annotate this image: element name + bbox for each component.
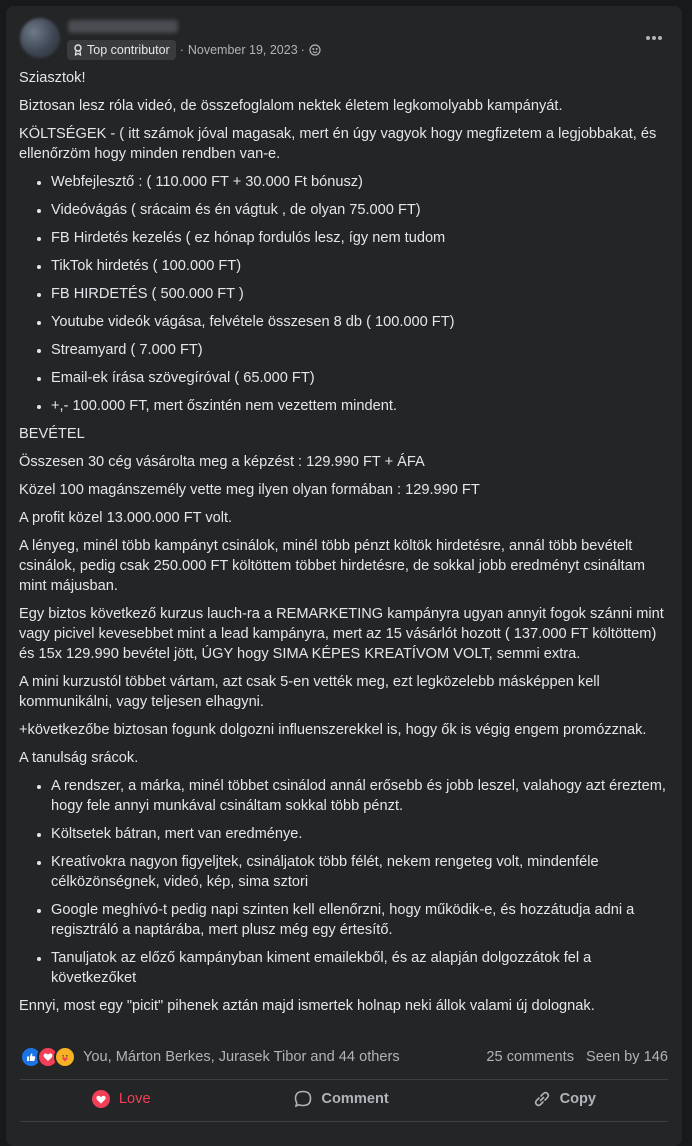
copy-button[interactable] [533, 1090, 596, 1108]
more-dots-icon [645, 35, 663, 41]
audience-icon[interactable] [309, 44, 321, 56]
list-item: • Email-ek írása szövegíróval ( 65.000 FT) [51, 368, 671, 388]
reaction-names[interactable]: You, Márton Berkes, Jurasek Tibor and 44 others [83, 1049, 400, 1065]
post-paragraph: BEVÉTEL [19, 426, 85, 442]
list-item: • Youtube videók vágása, felvétele összesen 8 db ( 100.000 FT) [51, 312, 671, 332]
post-paragraph: +következőbe biztosan fogunk dolgozni influenszerekkel is, hogy ők is végig engem promózznak. [19, 722, 647, 738]
reactions-summary[interactable] [20, 1046, 400, 1068]
list-item: • Webfejlesztő : ( 110.000 FT + 30.000 Ft bónusz) [51, 172, 671, 192]
stats-counts [486, 1049, 668, 1065]
post-meta [67, 40, 321, 60]
post-paragraph: Egy biztos következő kurzus lauch-ra a REMARKETING kampányra ugyan annyit fogok szánni mint vagy picivel kevesebbet mint a lead kampányra, mert az 15 vásárlót hozott ( 137.000 FT költöttem) és 15x 129.990 bevétel jött, ÚGY hogy SIMA KÉPES KREATÍVOM VOLT, semmi extra. [19, 606, 664, 662]
link-icon [533, 1090, 551, 1108]
action-bar [20, 1084, 668, 1114]
post-paragraph: Biztosan lesz róla videó, de összefoglalom nektek életem legkomolyabb kampányát. [19, 98, 563, 114]
divider [20, 1079, 668, 1080]
post-paragraph: Közel 100 magánszemély vette meg ilyen olyan formában : 129.990 FT [19, 482, 480, 498]
comment-button[interactable] [294, 1090, 388, 1108]
author-name-blurred[interactable] [68, 20, 178, 33]
post-paragraph: A tanulság srácok. [19, 750, 139, 766]
top-contributor-badge[interactable] [67, 40, 176, 60]
post-card [6, 6, 682, 1146]
heart-icon [92, 1090, 110, 1108]
separator: · [179, 43, 184, 57]
post-header [6, 6, 682, 68]
list-item: • FB HIRDETÉS ( 500.000 FT ) [51, 284, 671, 304]
comment-label: Comment [321, 1091, 389, 1107]
post-paragraph: Sziasztok! [19, 70, 86, 86]
list-item: • +,- 100.000 FT, mert őszintén nem vezettem mindent. [51, 396, 671, 416]
post-paragraph: Ennyi, most egy "picit" pihenek aztán majd ismertek holnap neki állok valami új dolognak. [19, 998, 595, 1014]
love-button[interactable] [92, 1090, 151, 1108]
divider [20, 1121, 668, 1122]
list-item: • Költsetek bátran, mert van eredménye. [51, 824, 671, 844]
post-paragraph: A lényeg, minél több kampányt csinálok, minél több pénzt költök hirdetésre, annál több bevételt csinálok, pedig csak 250.000 FT költöttem többet hirdetésre, de sokkal jobb eredményt csináltam mint májusban. [19, 538, 645, 594]
list-item: • TikTok hirdetés ( 100.000 FT) [51, 256, 671, 276]
costs-list [19, 172, 671, 416]
comments-count[interactable]: 25 comments [486, 1049, 575, 1065]
avatar[interactable] [20, 18, 60, 58]
list-item: • Videóvágás ( srácaim és én vágtuk , de olyan 75.000 FT) [51, 200, 671, 220]
badge-label: Top contributor [87, 43, 170, 57]
post-date[interactable]: November 19, 2023 [187, 43, 298, 57]
post-paragraph: A profit közel 13.000.000 FT volt. [19, 510, 233, 526]
love-label: Love [118, 1091, 151, 1107]
more-options-button[interactable] [640, 24, 668, 52]
list-item: • Streamyard ( 7.000 FT) [51, 340, 671, 360]
lessons-list [19, 776, 671, 988]
copy-label: Copy [559, 1091, 597, 1107]
list-item: • FB Hirdetés kezelés ( ez hónap fordulós lesz, így nem tudom [51, 228, 671, 248]
post-paragraph: KÖLTSÉGEK - ( itt számok jóval magasak, mert én úgy vagyok hogy megfizetem a legjobbakat, és ellenőrzöm hogy minden rendben van-e. [19, 126, 657, 162]
list-item: • Tanuljatok az előző kampányban kiment emailekből, és az alapján dolgozzátok fel a következőket [51, 948, 671, 988]
badge-icon [73, 44, 83, 56]
post-stats [20, 1046, 668, 1068]
care-icon [54, 1046, 76, 1068]
list-item: • Kreatívokra nagyon figyeljtek, csináljatok több félét, nekem rengeteg volt, mindenféle célközönségnek, videó, kép, sima sztori [51, 852, 671, 892]
comment-icon [294, 1090, 312, 1108]
separator: · [300, 43, 305, 57]
post-paragraph: Összesen 30 cég vásárolta meg a képzést : 129.990 FT + ÁFA [19, 454, 425, 470]
seen-count[interactable]: Seen by 146 [586, 1049, 668, 1065]
list-item: • Google meghívó-t pedig napi szinten kell ellenőrzni, hogy működik-e, és hozzátudja adni a regisztráló a naptárába, mert plusz még egy értesítő. [51, 900, 671, 940]
post-body [19, 68, 671, 1024]
list-item: • A rendszer, a márka, minél többet csinálod annál erősebb és jobb leszel, valahogy azt éreztem, hogy fele annyi munkával csináltam sokkal több pénzt. [51, 776, 671, 816]
post-paragraph: A mini kurzustól többet vártam, azt csak 5-en vették meg, ezt legközelebb másképpen kell kommunikálni, vagy teljesen elhagyni. [19, 674, 600, 710]
